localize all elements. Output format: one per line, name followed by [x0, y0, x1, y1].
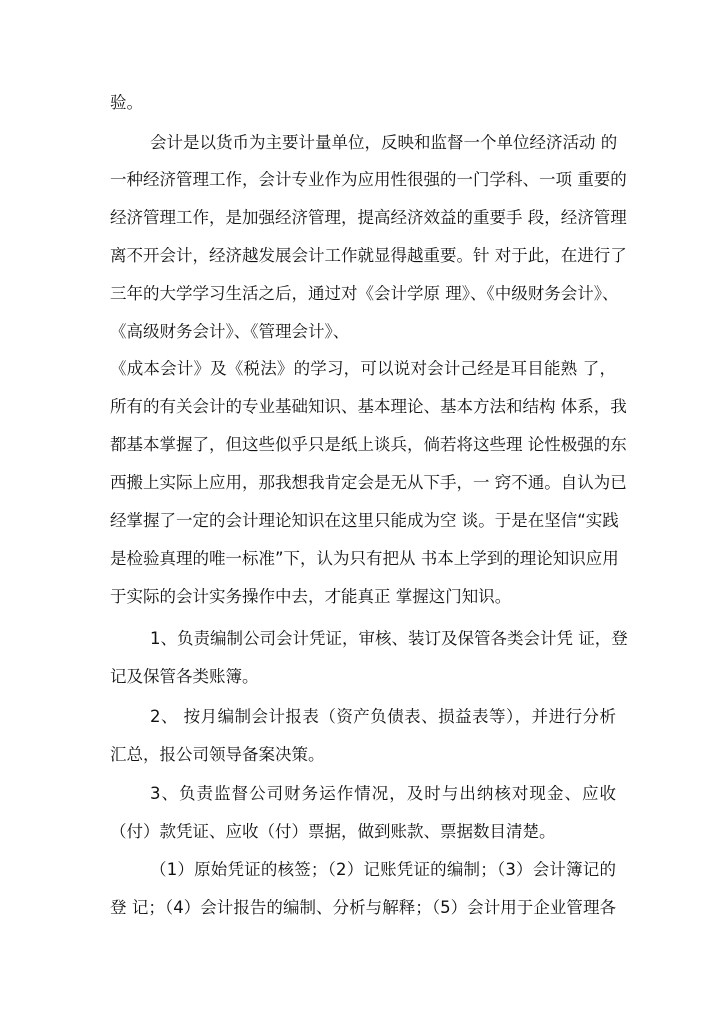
text-line: 1、负责编制公司会计凭证，审核、装订及保管各类会计凭 证，登 — [150, 629, 628, 648]
text-line: 汇总，报公司领导备案决策。 — [110, 745, 325, 764]
text-line: 西搬上实际上应用，那我想我肯定会是无从下手，一 窍不通。自认为已 — [110, 473, 627, 492]
text-line: 会计是以货币为主要计量单位，反映和监督一个单位经济活动 的 — [150, 133, 618, 152]
text-line: 是检验真理的唯一标准”下，认为只有把从 书本上学到的理论知识应用 — [110, 549, 619, 568]
text-line: 验。 — [110, 93, 143, 112]
text-line: 2、 按月编制会计报表（资产负债表、损益表等），并进行分析 — [150, 707, 616, 726]
text-line: （付）款凭证、应收（付）票据，做到账款、票据数目清楚。 — [110, 822, 556, 841]
text-line: 三年的大学学习生活之后，通过对《会计学原 理》、《中级财务会计》、 — [110, 284, 619, 303]
text-line: 记及保管各类账簿。 — [110, 667, 259, 686]
text-line: 都基本掌握了，但这些似乎只是纸上谈兵，倘若将这些理 论性极强的东 — [110, 435, 627, 454]
text-line: 所有的有关会计的专业基础知识、基本理论、基本方法和结构 体系，我 — [110, 397, 627, 416]
text-line: 经掌握了一定的会计理论知识在这里只能成为空 谈。于是在坚信“实践 — [110, 511, 619, 530]
text-line: 登 记；（4）会计报告的编制、分析与解释；（5）会计用于企业管理各 — [110, 898, 616, 917]
text-line: 于实际的会计实务操作中去，才能真正 掌握这门知识。 — [110, 587, 512, 606]
text-line: 3、负责监督公司财务运作情况，及时与出纳核对现金、应收 — [150, 784, 616, 803]
text-line: 《成本会计》及《税法》的学习，可以说对会计己经是耳目能熟 了， — [110, 359, 616, 378]
text-line: （1）原始凭证的核签；（2）记账凭证的编制；（3）会计簿记的 — [150, 860, 616, 879]
text-line: 离不开会计，经济越发展会计工作就显得越重要。针 对于此，在进行了 — [110, 246, 627, 265]
text-line: 《高级财务会计》、《管理会计》、 — [110, 322, 350, 341]
text-line: 经济管理工作，是加强经济管理，提高经济效益的重要手 段，经济管理 — [110, 208, 627, 227]
text-line: 一种经济管理工作，会计专业作为应用性很强的一门学科、一项 重要的 — [110, 170, 627, 189]
